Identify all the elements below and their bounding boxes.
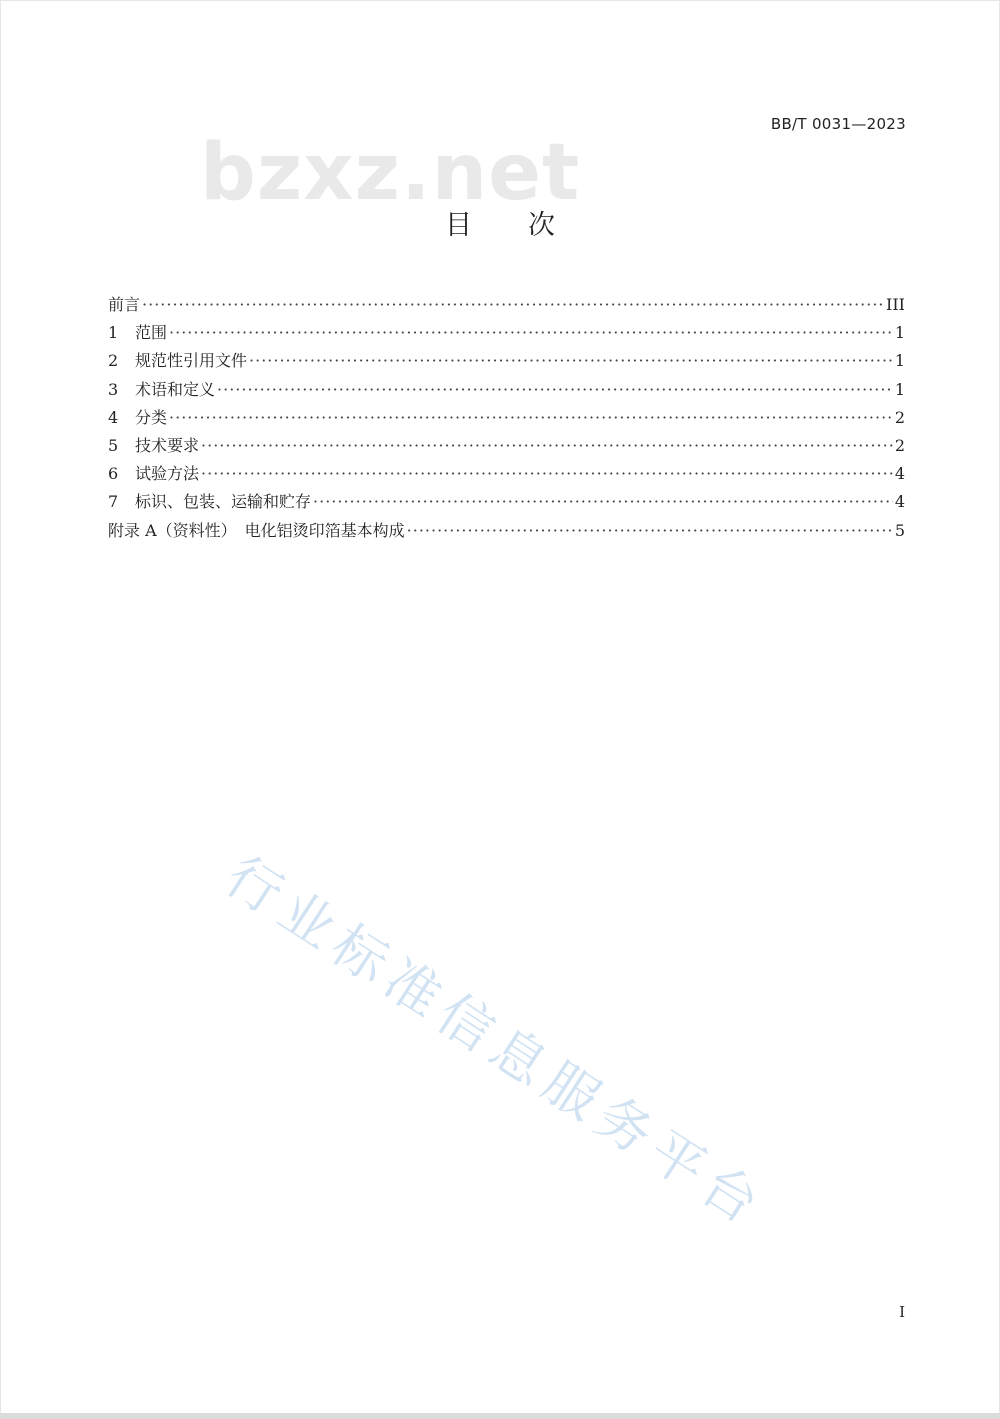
toc-number: 2 <box>108 351 119 371</box>
toc-label: 术语和定义 <box>135 379 216 399</box>
toc-entry-annex-a[interactable] <box>108 518 905 546</box>
toc-leader-dots <box>217 380 893 399</box>
toc-label: 规范性引用文件 <box>135 351 248 371</box>
platform-watermark: 行业标准信息服务平台 <box>214 844 778 1241</box>
toc-entry-3[interactable] <box>108 377 905 405</box>
toc-page: 2 <box>894 435 905 455</box>
toc-number: 5 <box>108 435 119 455</box>
standard-number: BB/T 0031—2023 <box>770 115 906 133</box>
toc-leader-dots <box>169 323 893 342</box>
toc-leader-dots <box>249 351 893 370</box>
toc-leader-dots <box>142 295 884 314</box>
page-number: I <box>899 1303 905 1321</box>
toc-number: 4 <box>108 407 119 427</box>
toc-page: 4 <box>894 492 905 512</box>
toc-page: 1 <box>894 379 905 399</box>
toc-leader-dots <box>169 408 893 427</box>
toc-entry-foreword[interactable] <box>108 292 905 320</box>
toc-entry-2[interactable] <box>108 348 905 376</box>
toc-label: 技术要求 <box>135 435 200 455</box>
toc-number: 7 <box>108 492 119 512</box>
title-char-2: 次 <box>528 210 555 241</box>
toc-label: 分类 <box>135 407 168 427</box>
toc-leader-dots <box>201 464 893 483</box>
toc-page: 5 <box>894 520 905 540</box>
toc-label: 标识、包装、运输和贮存 <box>135 492 312 512</box>
title-char-1: 目 <box>445 210 472 241</box>
toc-leader-dots <box>407 521 893 540</box>
page-title <box>0 203 1000 242</box>
toc-entry-4[interactable] <box>108 405 905 433</box>
toc-number: 1 <box>108 323 119 343</box>
site-watermark: bzxz.net <box>200 128 581 218</box>
toc-entry-6[interactable] <box>108 461 905 489</box>
toc-label: 附录 A（资料性） 电化铝烫印箔基本构成 <box>108 520 405 540</box>
toc-label: 前言 <box>108 295 141 314</box>
toc-page: 1 <box>894 351 905 371</box>
toc-page: 4 <box>894 464 905 484</box>
toc-page: 2 <box>894 407 905 427</box>
toc-number: 6 <box>108 464 119 484</box>
page-bottom-edge <box>0 1413 1000 1419</box>
toc-label: 范围 <box>135 323 168 343</box>
toc-leader-dots <box>201 436 893 455</box>
toc-label: 试验方法 <box>135 464 200 484</box>
toc-page: 1 <box>894 323 905 343</box>
toc-leader-dots <box>313 492 893 511</box>
toc-entry-7[interactable] <box>108 489 905 517</box>
toc-entry-1[interactable] <box>108 320 905 348</box>
toc-page: III <box>886 295 905 314</box>
table-of-contents <box>108 292 905 546</box>
toc-entry-5[interactable] <box>108 433 905 461</box>
toc-number: 3 <box>108 379 119 399</box>
